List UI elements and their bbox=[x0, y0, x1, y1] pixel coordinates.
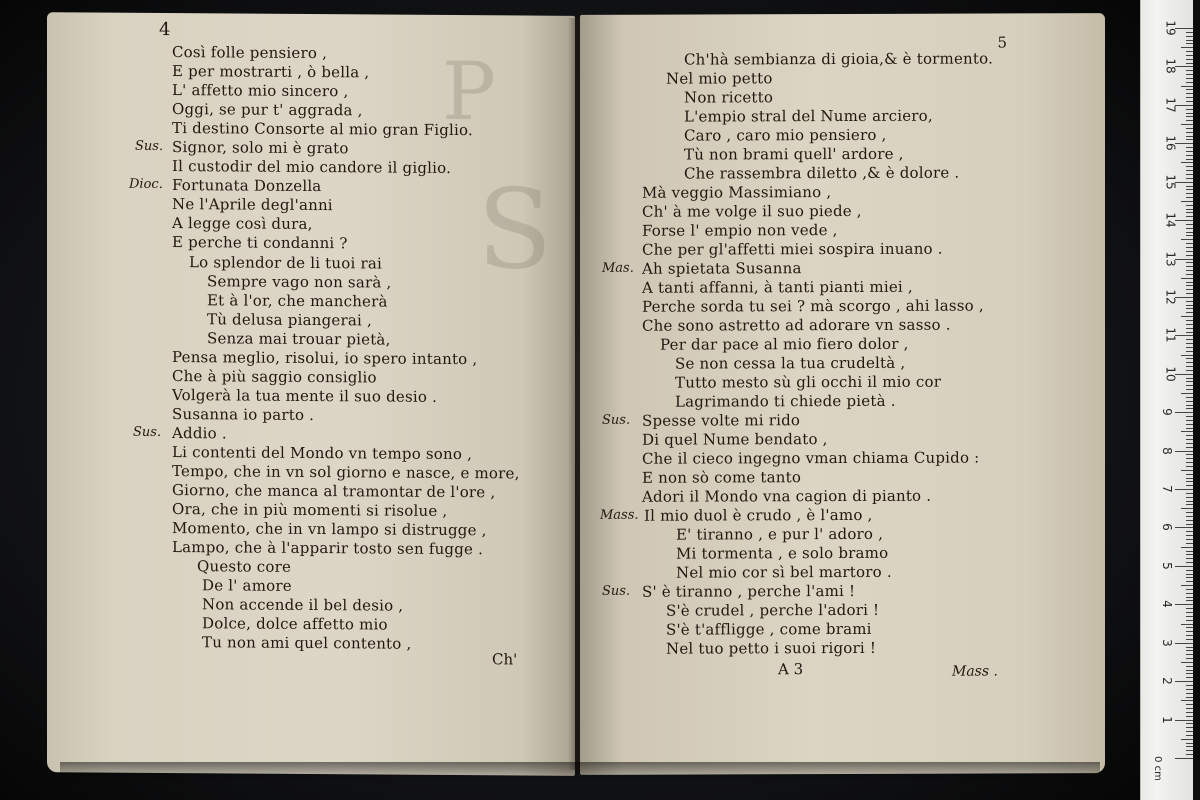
ruler-tick bbox=[1186, 597, 1193, 598]
ruler-tick bbox=[1186, 677, 1193, 678]
text-line: Susanna io parto . bbox=[172, 405, 315, 425]
ruler-tick bbox=[1186, 212, 1193, 213]
ruler-tick bbox=[1186, 366, 1193, 367]
text-line: Fortunata Donzella bbox=[172, 176, 322, 196]
text-line: Dolce, dolce affetto mio bbox=[202, 614, 388, 634]
ruler-tick bbox=[1181, 355, 1193, 356]
text-line: Addio . bbox=[172, 424, 227, 443]
text-line: Senza mai trouar pietà, bbox=[207, 329, 391, 349]
ruler-tick bbox=[1186, 504, 1193, 505]
text-line: Signor, solo mi è grato bbox=[172, 138, 349, 158]
ruler-tick bbox=[1186, 570, 1193, 571]
ruler-unit-label: 0 cm bbox=[1151, 756, 1163, 781]
text-line: Nel mio cor sì bel martoro . bbox=[676, 562, 892, 582]
ruler-tick bbox=[1186, 301, 1193, 302]
ruler-tick bbox=[1186, 370, 1193, 371]
ruler-tick bbox=[1186, 497, 1193, 498]
ruler-tick bbox=[1181, 239, 1193, 240]
ruler-tick bbox=[1181, 585, 1193, 586]
text-line: S'è t'affligge , come brami bbox=[666, 619, 872, 639]
ruler-tick bbox=[1186, 485, 1193, 486]
text-line: Che sono astretto ad adorare vn sasso . bbox=[642, 315, 951, 335]
ruler-tick bbox=[1186, 589, 1193, 590]
text-line: Caro , caro mio pensiero , bbox=[684, 125, 887, 145]
ruler-tick bbox=[1186, 378, 1193, 379]
ruler-tick bbox=[1186, 197, 1193, 198]
ruler-tick bbox=[1186, 228, 1193, 229]
speaker-label: Mass. bbox=[600, 507, 639, 523]
bleed-through-mark: S bbox=[477, 165, 553, 294]
ruler-tick bbox=[1186, 539, 1193, 540]
ruler-tick bbox=[1186, 716, 1193, 717]
ruler-tick bbox=[1186, 51, 1193, 52]
ruler-tick bbox=[1186, 743, 1193, 744]
ruler-tick bbox=[1186, 551, 1193, 552]
page-shadow bbox=[60, 762, 1100, 782]
text-line: Il custodir del mio candore il giglio. bbox=[172, 157, 452, 177]
ruler-tick bbox=[1186, 627, 1193, 628]
ruler-tick bbox=[1186, 36, 1193, 37]
ruler-tick bbox=[1186, 420, 1193, 421]
ruler-tick bbox=[1175, 105, 1193, 106]
ruler-tick bbox=[1186, 389, 1193, 390]
ruler-tick bbox=[1186, 416, 1193, 417]
ruler-tick bbox=[1175, 758, 1193, 759]
text-line: Ch' à me volge il suo piede , bbox=[642, 201, 862, 221]
ruler-tick bbox=[1186, 658, 1193, 659]
text-line: Pensa meglio, risolui, io spero intanto , bbox=[172, 348, 478, 369]
ruler-tick bbox=[1186, 616, 1193, 617]
ruler-tick bbox=[1186, 166, 1193, 167]
text-line: Li contenti del Mondo vn tempo sono , bbox=[172, 443, 473, 464]
ruler-tick bbox=[1175, 604, 1193, 605]
ruler-tick bbox=[1186, 635, 1193, 636]
text-line: L'empio stral del Nume arciero, bbox=[684, 106, 933, 126]
ruler-tick bbox=[1186, 612, 1193, 613]
ruler-tick bbox=[1186, 558, 1193, 559]
ruler-tick bbox=[1175, 681, 1193, 682]
ruler-tick bbox=[1186, 232, 1193, 233]
ruler-tick bbox=[1186, 82, 1193, 83]
text-line: Tu non ami quel contento , bbox=[202, 633, 412, 653]
ruler-tick bbox=[1186, 43, 1193, 44]
ruler-tick bbox=[1186, 650, 1193, 651]
ruler-tick bbox=[1186, 247, 1193, 248]
ruler-tick bbox=[1186, 727, 1193, 728]
ruler-tick bbox=[1186, 600, 1193, 601]
text-line: Et à l'or, che mancherà bbox=[207, 291, 388, 311]
ruler-tick bbox=[1186, 209, 1193, 210]
ruler-tick bbox=[1186, 466, 1193, 467]
ruler-tick bbox=[1186, 424, 1193, 425]
ruler-tick bbox=[1181, 470, 1193, 471]
text-line: Non ricetto bbox=[684, 88, 774, 107]
ruler-tick bbox=[1186, 243, 1193, 244]
text-line: Tù non brami quell' ardore , bbox=[684, 144, 904, 164]
ruler-tick bbox=[1186, 428, 1193, 429]
ruler-tick bbox=[1186, 282, 1193, 283]
ruler-tick bbox=[1186, 562, 1193, 563]
ruler-number: 7 bbox=[1159, 485, 1174, 493]
ruler-tick bbox=[1186, 535, 1193, 536]
text-line: Il mio duol è crudo , è l'amo , bbox=[644, 505, 873, 525]
text-line: Lampo, che à l'apparir tosto sen fugge . bbox=[172, 538, 484, 559]
page-number: 5 bbox=[997, 33, 1007, 52]
speaker-label: Sus. bbox=[602, 412, 631, 428]
ruler-tick bbox=[1186, 324, 1193, 325]
ruler-tick bbox=[1186, 174, 1193, 175]
ruler-tick bbox=[1186, 339, 1193, 340]
text-line: Nel tuo petto i suoi rigori ! bbox=[666, 638, 877, 658]
text-line: Nel mio petto bbox=[666, 69, 773, 88]
ruler-tick bbox=[1181, 393, 1193, 394]
text-line: Tutto mesto sù gli occhi il mio cor bbox=[675, 372, 942, 392]
text-line: Momento, che in vn lampo si distrugge , bbox=[172, 519, 487, 540]
ruler-tick bbox=[1186, 159, 1193, 160]
ruler-tick bbox=[1186, 685, 1193, 686]
text-line: Che il cieco ingegno vman chiama Cupido : bbox=[642, 448, 980, 468]
ruler-tick bbox=[1186, 693, 1193, 694]
ruler-number: 13 bbox=[1163, 250, 1178, 267]
ruler-tick bbox=[1175, 143, 1193, 144]
ruler-tick bbox=[1186, 151, 1193, 152]
text-line: Giorno, che manca al tramontar de l'ore , bbox=[172, 481, 496, 502]
ruler-number: 9 bbox=[1159, 408, 1174, 417]
text-line: Oggi, se pur t' aggrada , bbox=[172, 100, 363, 120]
ruler-tick bbox=[1186, 186, 1193, 187]
ruler-tick bbox=[1186, 205, 1193, 206]
ruler-tick bbox=[1186, 251, 1193, 252]
ruler-number: 15 bbox=[1163, 174, 1178, 190]
ruler-tick bbox=[1186, 136, 1193, 137]
ruler-tick bbox=[1186, 139, 1193, 140]
ruler-tick bbox=[1181, 739, 1193, 740]
ruler-tick bbox=[1175, 66, 1193, 67]
text-line: Così folle pensiero , bbox=[172, 43, 328, 63]
ruler-tick bbox=[1186, 255, 1193, 256]
left-page bbox=[47, 12, 575, 776]
text-line: Lo splendor de li tuoi rai bbox=[189, 253, 382, 273]
ruler-tick bbox=[1181, 124, 1193, 125]
ruler-tick bbox=[1186, 216, 1193, 217]
text-line: Forse l' empio non vede , bbox=[642, 221, 838, 240]
ruler-tick bbox=[1186, 639, 1193, 640]
ruler-tick bbox=[1186, 723, 1193, 724]
ruler-tick bbox=[1175, 220, 1193, 221]
text-line: E non sò come tanto bbox=[642, 468, 802, 487]
catchword: Ch' bbox=[492, 650, 518, 669]
ruler-tick bbox=[1175, 182, 1193, 183]
ruler-tick bbox=[1186, 93, 1193, 94]
ruler-tick bbox=[1186, 408, 1193, 409]
ruler-number: 4 bbox=[1159, 600, 1174, 609]
ruler-tick bbox=[1186, 189, 1193, 190]
ruler-tick bbox=[1186, 512, 1193, 513]
text-line: Di quel Nume bendato , bbox=[642, 430, 828, 449]
ruler-tick bbox=[1175, 527, 1193, 528]
ruler-tick bbox=[1181, 624, 1193, 625]
ruler-tick bbox=[1186, 113, 1193, 114]
ruler-tick bbox=[1186, 670, 1193, 671]
text-line: L' affetto mio sincero , bbox=[172, 81, 349, 101]
ruler-tick bbox=[1186, 577, 1193, 578]
ruler-tick bbox=[1186, 312, 1193, 313]
ruler-number: 17 bbox=[1163, 97, 1178, 113]
ruler-tick bbox=[1186, 155, 1193, 156]
ruler-tick bbox=[1175, 412, 1193, 413]
ruler-tick bbox=[1186, 620, 1193, 621]
ruler-tick bbox=[1186, 308, 1193, 309]
ruler-tick bbox=[1186, 750, 1193, 751]
text-line: A tanti affanni, à tanti pianti miei , bbox=[642, 277, 913, 297]
ruler-tick bbox=[1186, 516, 1193, 517]
ruler-tick bbox=[1186, 224, 1193, 225]
ruler-tick bbox=[1181, 86, 1193, 87]
ruler-tick bbox=[1186, 358, 1193, 359]
ruler-tick bbox=[1175, 643, 1193, 644]
ruler-tick bbox=[1186, 581, 1193, 582]
text-line: Ah spietata Susanna bbox=[642, 259, 802, 278]
catchword: Mass . bbox=[952, 663, 998, 680]
ruler-tick bbox=[1186, 116, 1193, 117]
ruler-tick bbox=[1186, 305, 1193, 306]
ruler-tick bbox=[1186, 343, 1193, 344]
ruler-tick bbox=[1181, 700, 1193, 701]
right-page bbox=[580, 13, 1105, 775]
ruler-number: 10 bbox=[1163, 366, 1178, 382]
ruler-tick bbox=[1186, 704, 1193, 705]
ruler-tick bbox=[1181, 162, 1193, 163]
ruler-number: 19 bbox=[1163, 20, 1178, 36]
text-line: Se non cessa la tua crudeltà , bbox=[675, 353, 906, 373]
text-line: Tù delusa piangerai , bbox=[207, 310, 372, 330]
text-line: Mà veggio Massimiano , bbox=[642, 183, 832, 202]
ruler-tick bbox=[1186, 754, 1193, 755]
ruler-tick bbox=[1186, 746, 1193, 747]
ruler-tick bbox=[1186, 274, 1193, 275]
ruler-tick bbox=[1181, 316, 1193, 317]
ruler-number: 2 bbox=[1159, 677, 1174, 685]
bleed-through-mark: P bbox=[442, 44, 496, 139]
ruler-tick bbox=[1186, 673, 1193, 674]
ruler-tick bbox=[1186, 531, 1193, 532]
ruler-tick bbox=[1186, 593, 1193, 594]
signature-mark: A 3 bbox=[778, 660, 804, 679]
ruler-tick bbox=[1186, 347, 1193, 348]
ruler-tick bbox=[1175, 259, 1193, 260]
ruler-tick bbox=[1186, 462, 1193, 463]
ruler-tick bbox=[1175, 566, 1193, 567]
ruler-tick bbox=[1186, 481, 1193, 482]
ruler-tick bbox=[1181, 47, 1193, 48]
ruler-tick bbox=[1186, 351, 1193, 352]
ruler-number: 8 bbox=[1159, 446, 1174, 455]
ruler-tick bbox=[1186, 520, 1193, 521]
text-line: Questo core bbox=[197, 557, 292, 576]
ruler-tick bbox=[1186, 55, 1193, 56]
ruler-tick bbox=[1186, 454, 1193, 455]
ruler-tick bbox=[1186, 501, 1193, 502]
ruler-number: 5 bbox=[1159, 562, 1174, 570]
text-line: E' tiranno , e pur l' adoro , bbox=[676, 524, 884, 544]
ruler-number: 1 bbox=[1159, 715, 1174, 724]
speaker-label: Dioc. bbox=[129, 176, 163, 192]
ruler-tick bbox=[1181, 278, 1193, 279]
text-line: Mi tormenta , e solo bramo bbox=[676, 543, 889, 563]
ruler-number: 11 bbox=[1163, 327, 1178, 343]
ruler-tick bbox=[1186, 697, 1193, 698]
ruler-number: 6 bbox=[1159, 523, 1174, 532]
text-line: Ne l'Aprile degl'anni bbox=[172, 195, 333, 215]
text-line: Sempre vago non sarà , bbox=[207, 272, 392, 292]
ruler-tick bbox=[1186, 712, 1193, 713]
text-line: Che rassembra diletto ,& è dolore . bbox=[684, 163, 960, 183]
ruler-tick bbox=[1186, 654, 1193, 655]
ruler-tick bbox=[1186, 574, 1193, 575]
ruler-tick bbox=[1186, 689, 1193, 690]
ruler-tick bbox=[1181, 431, 1193, 432]
ruler-tick bbox=[1186, 443, 1193, 444]
ruler-tick bbox=[1186, 435, 1193, 436]
measuring-ruler bbox=[1140, 0, 1193, 800]
ruler-tick bbox=[1186, 332, 1193, 333]
ruler-tick bbox=[1186, 147, 1193, 148]
ruler-number: 12 bbox=[1163, 289, 1178, 305]
ruler-tick bbox=[1186, 289, 1193, 290]
ruler-tick bbox=[1186, 524, 1193, 525]
ruler-tick bbox=[1186, 381, 1193, 382]
text-line: S' è tiranno , perche l'ami ! bbox=[642, 581, 856, 601]
text-line: A legge così dura, bbox=[172, 214, 313, 234]
ruler-tick bbox=[1186, 70, 1193, 71]
ruler-tick bbox=[1186, 170, 1193, 171]
text-line: Che per gl'affetti miei sospira inuano . bbox=[642, 239, 943, 259]
ruler-tick bbox=[1186, 631, 1193, 632]
ruler-tick bbox=[1186, 74, 1193, 75]
ruler-tick bbox=[1175, 335, 1193, 336]
ruler-tick bbox=[1186, 193, 1193, 194]
ruler-tick bbox=[1186, 262, 1193, 263]
ruler-tick bbox=[1186, 666, 1193, 667]
ruler-number: 3 bbox=[1159, 638, 1174, 647]
ruler-tick bbox=[1181, 662, 1193, 663]
ruler-tick bbox=[1186, 328, 1193, 329]
speaker-label: Sus. bbox=[602, 583, 631, 599]
ruler-tick bbox=[1186, 608, 1193, 609]
ruler-tick bbox=[1186, 478, 1193, 479]
text-line: S'è crudel , perche l'adori ! bbox=[666, 600, 880, 620]
ruler-tick bbox=[1186, 320, 1193, 321]
ruler-tick bbox=[1186, 362, 1193, 363]
ruler-tick bbox=[1186, 266, 1193, 267]
ruler-tick bbox=[1186, 285, 1193, 286]
ruler-tick bbox=[1181, 201, 1193, 202]
ruler-tick bbox=[1186, 708, 1193, 709]
ruler-tick bbox=[1186, 89, 1193, 90]
ruler-tick bbox=[1181, 508, 1193, 509]
text-line: De l' amore bbox=[202, 576, 292, 595]
ruler-tick bbox=[1175, 489, 1193, 490]
text-line: Lagrimando ti chiede pietà . bbox=[675, 391, 896, 411]
speaker-label: Mas. bbox=[602, 260, 634, 276]
speaker-label: Sus. bbox=[133, 424, 162, 440]
text-line: Tempo, che in vn sol giorno e nasce, e more, bbox=[172, 462, 520, 483]
ruler-number: 18 bbox=[1163, 58, 1178, 75]
text-line: Spesse volte mi rido bbox=[642, 411, 801, 430]
ruler-tick bbox=[1186, 293, 1193, 294]
ruler-tick bbox=[1175, 28, 1193, 29]
ruler-number: 16 bbox=[1163, 135, 1178, 151]
ruler-tick bbox=[1186, 132, 1193, 133]
ruler-tick bbox=[1186, 543, 1193, 544]
text-line: Ti destino Consorte al mio gran Figlio. bbox=[172, 119, 473, 140]
text-line: Che à più saggio consiglio bbox=[172, 367, 377, 387]
ruler-tick bbox=[1186, 128, 1193, 129]
ruler-tick bbox=[1175, 374, 1193, 375]
text-line: Adori il Mondo vna cagion di pianto . bbox=[642, 486, 932, 506]
ruler-tick bbox=[1186, 63, 1193, 64]
text-line: E per mostrarti , ò bella , bbox=[172, 62, 370, 82]
ruler-tick bbox=[1186, 109, 1193, 110]
text-line: Volgerà la tua mente il suo desio . bbox=[172, 386, 438, 406]
ruler-tick bbox=[1181, 547, 1193, 548]
ruler-tick bbox=[1186, 647, 1193, 648]
ruler-tick bbox=[1186, 101, 1193, 102]
ruler-tick bbox=[1186, 120, 1193, 121]
ruler-tick bbox=[1186, 405, 1193, 406]
text-line: Ora, che in più momenti si risolue , bbox=[172, 500, 448, 520]
speaker-label: Sus. bbox=[135, 138, 164, 154]
ruler-tick bbox=[1186, 40, 1193, 41]
ruler-tick bbox=[1186, 493, 1193, 494]
ruler-tick bbox=[1175, 297, 1193, 298]
ruler-tick bbox=[1175, 451, 1193, 452]
text-line: Perche sorda tu sei ? mà scorgo , ahi lasso , bbox=[642, 296, 984, 316]
ruler-tick bbox=[1186, 97, 1193, 98]
ruler-tick bbox=[1186, 385, 1193, 386]
text-line: E perche ti condanni ? bbox=[172, 233, 348, 253]
text-line: Non accende il bel desio , bbox=[202, 595, 404, 615]
ruler-tick bbox=[1186, 397, 1193, 398]
ruler-tick bbox=[1175, 720, 1193, 721]
ruler-tick bbox=[1186, 735, 1193, 736]
ruler-tick bbox=[1186, 59, 1193, 60]
text-line: Ch'hà sembianza di gioia,& è tormento. bbox=[684, 49, 994, 69]
ruler-number: 14 bbox=[1163, 212, 1178, 228]
ruler-tick bbox=[1186, 447, 1193, 448]
ruler-tick bbox=[1186, 235, 1193, 236]
ruler-tick bbox=[1186, 439, 1193, 440]
ruler-tick bbox=[1186, 32, 1193, 33]
ruler-tick bbox=[1186, 554, 1193, 555]
page-number: 4 bbox=[159, 18, 171, 41]
text-line: Per dar pace al mio fiero dolor , bbox=[660, 334, 909, 354]
ruler-tick bbox=[1186, 178, 1193, 179]
ruler-tick bbox=[1186, 401, 1193, 402]
ruler-tick bbox=[1186, 78, 1193, 79]
ruler-tick bbox=[1186, 270, 1193, 271]
ruler-tick bbox=[1186, 731, 1193, 732]
ruler-tick bbox=[1186, 474, 1193, 475]
ruler-tick bbox=[1186, 458, 1193, 459]
